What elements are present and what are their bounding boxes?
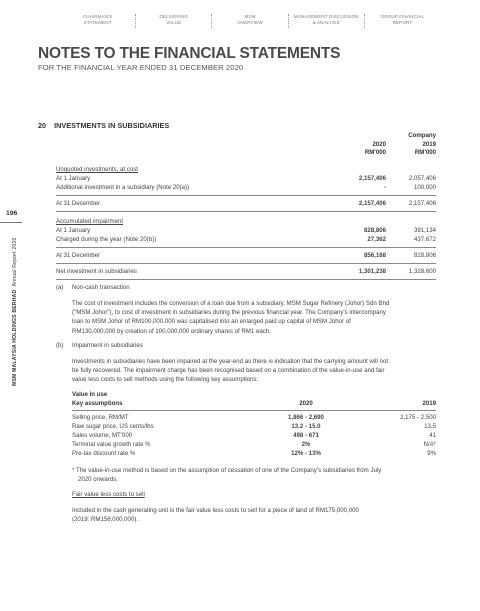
value-2020: 1,301,238	[358, 268, 386, 275]
table-row	[72, 422, 436, 431]
nav-group-financial-report[interactable]	[365, 14, 440, 28]
table-row	[56, 235, 436, 244]
note-title: Non-cash transaction	[72, 284, 130, 291]
assumptions-subheading: Key assumptions	[72, 400, 123, 407]
table-row	[56, 267, 436, 276]
row-label: Charged during the year (Note 20(b))	[56, 236, 157, 243]
page-title: NOTES TO THE FINANCIAL STATEMENTS	[38, 45, 341, 62]
row-label: Sales volume, MT'000	[72, 432, 133, 439]
value-2020: 2,157,406	[358, 200, 386, 207]
value-2019: 2,175 - 2,500	[400, 414, 436, 421]
divider	[56, 263, 436, 264]
fair-value-heading	[72, 490, 436, 499]
year-2020-header: 2020	[299, 400, 313, 407]
row-label: At 31 December	[56, 200, 101, 207]
table-row	[72, 399, 436, 408]
year-2019-header: 2019	[422, 141, 436, 148]
nav-label: MSM	[244, 14, 256, 19]
side-label-company: MSM MALAYSIA HOLDINGS BERHAD	[12, 289, 18, 386]
value-2019: 100,000	[413, 184, 436, 191]
table-row	[72, 413, 436, 422]
nav-label: MANAGEMENT DISCUSSION	[293, 14, 359, 19]
value-2019: 391,134	[413, 227, 436, 234]
value-2019: 13.5	[424, 423, 436, 430]
value-2019: N/A*	[423, 441, 436, 448]
assumptions-heading: Value in use	[72, 391, 108, 398]
divider	[56, 279, 436, 280]
value-2020: 828,806	[363, 227, 386, 234]
cost-heading: Unquoted investments, at cost	[56, 166, 138, 173]
divider	[72, 410, 436, 411]
row-label: Additional investment in a subsidiary (Note 20(a))	[56, 184, 190, 191]
section-title: INVESTMENTS IN SUBSIDIARIES	[54, 121, 170, 130]
footnote-line: 2020 onwards.	[78, 476, 118, 484]
table-row	[56, 251, 436, 260]
nav-label: DELIVERING	[159, 14, 189, 19]
table-row	[56, 174, 436, 183]
table-row	[72, 390, 436, 399]
value-2019: 9%	[427, 450, 436, 457]
nav-label: GROUP FINANCIAL	[380, 14, 425, 19]
unit-2019-header: RM'000	[414, 149, 436, 156]
row-label: At 1 January	[56, 175, 91, 182]
divider	[56, 247, 436, 248]
value-2020: 12% - 13%	[291, 450, 321, 457]
row-label: Selling price, RM/MT	[72, 414, 129, 421]
nav-label: CHAIRMAN'S	[82, 14, 113, 19]
page-number: 196	[6, 210, 18, 217]
nav-delivering-value[interactable]	[136, 14, 212, 28]
note-title: Impairment in subsidiaries	[72, 342, 143, 349]
value-2019: 2,057,406	[408, 175, 436, 182]
investments-table	[56, 165, 436, 280]
note-marker: (a)	[56, 284, 64, 291]
row-label: Net investment in subsidiaries	[56, 268, 137, 275]
year-2020-header: 2020	[372, 141, 386, 148]
row-label: Raw sugar price, US cents/lbs	[72, 423, 154, 430]
value-2020: 1,866 - 2,690	[288, 414, 324, 421]
note-a-paragraph	[72, 299, 436, 336]
nav-msm-overview[interactable]	[212, 14, 288, 28]
value-2020: 2%	[301, 441, 311, 448]
year-2019-header: 2019	[422, 400, 436, 407]
nav-label: OVERVIEW	[237, 20, 263, 25]
fair-value-paragraph	[72, 506, 436, 524]
fair-value-title: Fair value less costs to sell	[72, 491, 145, 498]
paragraph-line: The cost of investment includes the conversion of a loan due from a subsidiary, MSM Sugar Refinery (Johor) Sdn Bhd	[72, 300, 390, 307]
paragraph-line: be fully recovered. The impairment charge has been recognised based on a combination of the value-in-use and fair	[72, 367, 385, 375]
entity-label: Company	[408, 132, 436, 139]
row-label: At 1 January	[56, 227, 91, 234]
paragraph-line: RM130,000,000 by creation of 100,000,000 ordinary shares of RM1 each.	[72, 327, 271, 335]
row-label: At 31 December	[56, 252, 101, 259]
nav-label: STATEMENT	[83, 20, 112, 25]
table-row	[72, 431, 436, 440]
unit-2020-header: RM'000	[364, 149, 386, 156]
table-row	[56, 165, 436, 174]
value-2020: 498 - 671	[293, 432, 319, 439]
value-2019: 41	[429, 432, 436, 439]
paragraph-line: value less costs to sell methods using the following key assumptions:	[72, 376, 259, 384]
paragraph-line: (2019: RM156,000,000).	[72, 516, 139, 524]
impairment-heading: Accumulated impairment	[56, 218, 124, 225]
column-header	[56, 132, 436, 158]
value-2020: 856,168	[363, 252, 386, 259]
paragraph-line: Included in the cash generating unit is the fair value less costs to sell for a piece of land of RM175,000,000	[72, 507, 359, 514]
value-2019: 1,328,600	[408, 268, 436, 275]
section-number: 20	[38, 121, 47, 130]
table-row	[72, 440, 436, 449]
paragraph-line: ("MSM Johor"), to cost of investment in subsidiaries during the previous financial year. The Company's intercompany	[72, 309, 386, 317]
paragraph-line: loan to MSM Johor of RM100,000,000 was capitalised into an enlarged paid up capital of MSM Johor of	[72, 318, 351, 326]
row-label: Terminal value growth rate %	[72, 441, 151, 448]
nav-label: VALUE	[166, 20, 182, 25]
value-2020: 2,157,406	[358, 175, 386, 182]
note-marker: (b)	[56, 342, 64, 349]
side-label	[12, 237, 18, 386]
side-label-report: Annual Report 2020	[12, 237, 18, 287]
table-row	[56, 226, 436, 235]
note-b-paragraph	[72, 357, 436, 385]
section-heading	[38, 121, 177, 130]
nav-label: REPORT	[392, 20, 413, 25]
value-2019: 2,157,406	[408, 200, 436, 207]
row-label: Pre-tax discount rate %	[72, 450, 136, 457]
page-number-rule	[0, 222, 22, 223]
footnote-line: * The value-in-use method is based on the assumption of cessation of one of the Company's subsidiaries from July	[72, 467, 382, 474]
page-subtitle: FOR THE FINANCIAL YEAR ENDED 31 DECEMBER 2020	[38, 63, 244, 72]
assumptions-table	[72, 390, 436, 458]
table-row	[56, 183, 436, 192]
top-navigation	[60, 14, 440, 28]
divider	[56, 195, 436, 196]
nav-management-discussion[interactable]	[289, 14, 365, 28]
assumptions-footnote	[72, 466, 436, 484]
value-2020: 13.2 - 15.0	[291, 423, 321, 430]
paragraph-line: Investments in subsidiaries have been impaired at the year-end as there is indication that the carrying amount will not	[72, 358, 389, 365]
table-row	[72, 449, 436, 458]
nav-chairmans-statement[interactable]	[60, 14, 136, 28]
table-row	[56, 199, 436, 208]
value-2020: 27,362	[367, 236, 386, 243]
table-row	[56, 217, 436, 226]
value-2019: 828,806	[413, 252, 436, 259]
value-2020: -	[383, 184, 386, 191]
nav-label: & ANALYSIS	[312, 20, 340, 25]
divider	[56, 211, 436, 212]
value-2019: 437,672	[413, 236, 436, 243]
